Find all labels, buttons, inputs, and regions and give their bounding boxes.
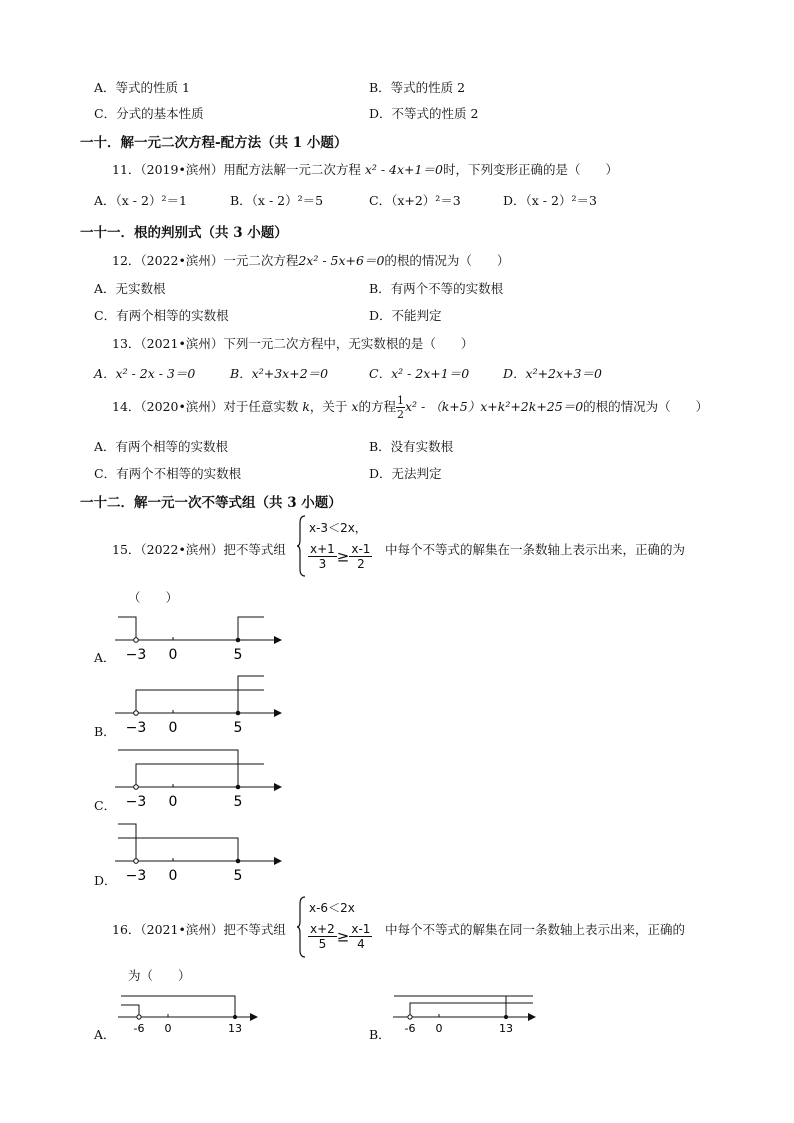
tick-label: 0 (168, 868, 178, 884)
q16-option-b-numberline (390, 990, 545, 1036)
q10-option-c: C．分式的基本性质 (94, 106, 204, 121)
q11-option-a: A．（x - 2）²＝1 (94, 193, 187, 208)
q14-frac-den: 2 (396, 408, 404, 421)
tick-label: 5 (233, 720, 243, 736)
q14-var-k: k (302, 399, 310, 414)
q14-equation: x² - （k+5）x+k²+2k+25＝0 (404, 399, 584, 414)
q15-frac1 (308, 542, 337, 571)
tick-label: −3 (125, 720, 147, 736)
q10-option-d: D．不等式的性质 2 (369, 106, 479, 121)
q11-suffix: 时，下列变形正确的是（ ） (442, 162, 618, 177)
q11-stem (112, 160, 618, 178)
q15-option-b-label: B． (94, 724, 116, 739)
q15-paren: （ ） (128, 590, 179, 605)
ray-left-to-minus6 (121, 1005, 139, 1015)
tick-label: −3 (125, 868, 147, 884)
tick-label: 5 (233, 794, 243, 810)
q14-frac-num: 1 (396, 394, 404, 407)
solid-dot (236, 638, 241, 643)
tick-label: 5 (233, 647, 243, 663)
q15-option-a-label: A． (94, 650, 116, 665)
q16-suffix: 中每个不等式的解集在同一条数轴上表示出来，正确的 (385, 922, 686, 937)
q11-option-c: C．（x+2）²＝3 (369, 193, 461, 208)
ray-right-from-minus3 (136, 764, 264, 785)
q15-frac1-den: 3 (318, 557, 327, 571)
q15-option-b-numberline (110, 670, 285, 736)
tick-label: 13 (499, 1022, 513, 1035)
tick-label: −3 (125, 794, 147, 810)
q14-option-d: D．无法判定 (369, 466, 442, 481)
q12-prefix: 12．（2022•滨州）一元二次方程 (112, 253, 299, 268)
q16-frac1-num: x+2 (310, 922, 335, 936)
axis-arrow (250, 1013, 258, 1021)
q16-brace (296, 896, 306, 958)
open-dot (137, 1015, 141, 1019)
q11-equation: x² - 4x+1＝0 (364, 162, 443, 177)
q10-option-a: A．等式的性质 1 (94, 80, 190, 95)
q16-prefix: 16．（2021•滨州）把不等式组 (112, 922, 286, 937)
q16-geq: ≥ (336, 927, 350, 946)
solid-dot (504, 1015, 508, 1019)
q10-option-b: B．等式的性质 2 (369, 80, 466, 95)
q15-line2 (308, 542, 372, 571)
q14-option-a: A．有两个相等的实数根 (94, 439, 229, 454)
q16-frac1 (308, 922, 337, 951)
axis-arrow (274, 857, 282, 865)
q16-frac1-den: 5 (318, 937, 327, 951)
section-title-12: 一十二．解一元一次不等式组（共 3 小题） (80, 495, 342, 511)
q16-option-b-label: B． (369, 1027, 391, 1042)
q15-frac1-num: x+1 (310, 542, 335, 556)
q16-cont: 为（ ） (128, 968, 191, 983)
q13-option-d: D．x²+2x+3＝0 (503, 366, 602, 381)
solid-dot (233, 1015, 237, 1019)
solid-dot (236, 859, 241, 864)
ray-right-from-minus3 (136, 690, 264, 711)
q13-option-c: C．x² - 2x+1＝0 (369, 366, 470, 381)
q14-fraction (396, 394, 405, 421)
solid-dot (236, 711, 241, 716)
q14-prefix: 14．（2020•滨州）对于任意实数 (112, 399, 299, 414)
q11-option-b: B．（x - 2）²＝5 (230, 193, 324, 208)
axis-arrow (528, 1013, 536, 1021)
ray-right (238, 617, 264, 638)
q15-option-d-numberline (110, 818, 285, 884)
q11-option-d: D．（x - 2）²＝3 (503, 193, 597, 208)
q12-stem (112, 251, 509, 269)
ray-left-to-minus3 (118, 824, 136, 859)
q16-option-a-numberline (115, 990, 265, 1036)
open-dot (134, 785, 139, 790)
section-title-11: 一十一．根的判别式（共 3 小题） (80, 225, 288, 241)
axis-arrow (274, 709, 282, 717)
tick-label: −3 (125, 647, 147, 663)
q15-frac2-num: x-1 (351, 542, 371, 556)
tick-label: -6 (404, 1022, 416, 1035)
axis-arrow (274, 783, 282, 791)
ray-right-from-5 (238, 676, 264, 711)
q15-option-d-label: D． (94, 873, 117, 888)
open-dot (134, 638, 139, 643)
open-dot (134, 859, 139, 864)
section-title-10: 一十．解一元二次方程-配方法（共 1 小题） (80, 135, 348, 151)
q12-option-b: B．有两个不等的实数根 (369, 281, 504, 296)
tick-label: 13 (228, 1022, 242, 1035)
tick-label: 5 (233, 868, 243, 884)
q16-frac2-num: x-1 (351, 922, 371, 936)
q15-prefix: 15．（2022•滨州）把不等式组 (112, 542, 286, 557)
q11-prefix: 11．（2019•滨州）用配方法解一元二次方程 (112, 162, 361, 177)
q15-line1: x-3＜2x， (309, 521, 367, 535)
q15-frac2-den: 2 (357, 557, 365, 571)
q16-option-a-label: A． (94, 1027, 116, 1042)
ray-left (118, 617, 136, 638)
q15-brace (296, 515, 306, 577)
q16-frac2 (349, 922, 372, 951)
q14-var-x: x (351, 399, 359, 414)
tick-label: -6 (133, 1022, 145, 1035)
solid-dot (236, 785, 241, 790)
open-dot (408, 1015, 412, 1019)
q15-option-a-numberline (110, 608, 285, 664)
q15-option-c-numberline (110, 744, 285, 810)
q15-frac2 (349, 542, 372, 571)
q13-option-b: B．x²+3x+2＝0 (230, 366, 329, 381)
q12-option-a: A．无实数根 (94, 281, 166, 296)
q14-mid: ，关于 (309, 399, 348, 414)
tick-label: 0 (168, 647, 178, 663)
q15-option-c-label: C． (94, 798, 117, 813)
q12-suffix: 的根的情况为（ ） (384, 253, 510, 268)
axis-arrow (274, 636, 282, 644)
q13-stem: 13．（2021•滨州）下列一元二次方程中，无实数根的是（ ） (112, 336, 474, 351)
tick-label: 0 (435, 1022, 443, 1035)
q13-option-a: A．x² - 2x - 3＝0 (94, 366, 196, 381)
tick-label: 0 (164, 1022, 172, 1035)
q12-option-c: C．有两个相等的实数根 (94, 308, 229, 323)
q15-geq: ≥ (336, 547, 350, 566)
q14-option-b: B．没有实数根 (369, 439, 454, 454)
q14-stem (112, 394, 708, 421)
q12-option-d: D．不能判定 (369, 308, 442, 323)
tick-label: 0 (168, 720, 178, 736)
q16-line1: x-6＜2x (309, 901, 355, 915)
q16-line2 (308, 922, 372, 951)
q14-mid2: 的方程 (358, 399, 396, 414)
q15-suffix: 中每个不等式的解集在一条数轴上表示出来，正确的为 (385, 542, 686, 557)
ray-right-from-minus6 (410, 1003, 533, 1015)
tick-label: 0 (168, 794, 178, 810)
q14-suffix: 的根的情况为（ ） (583, 399, 709, 414)
q16-frac2-den: 4 (357, 937, 365, 951)
q14-option-c: C．有两个不相等的实数根 (94, 466, 242, 481)
q12-equation: 2x² - 5x+6＝0 (298, 253, 385, 268)
open-dot (134, 711, 139, 716)
